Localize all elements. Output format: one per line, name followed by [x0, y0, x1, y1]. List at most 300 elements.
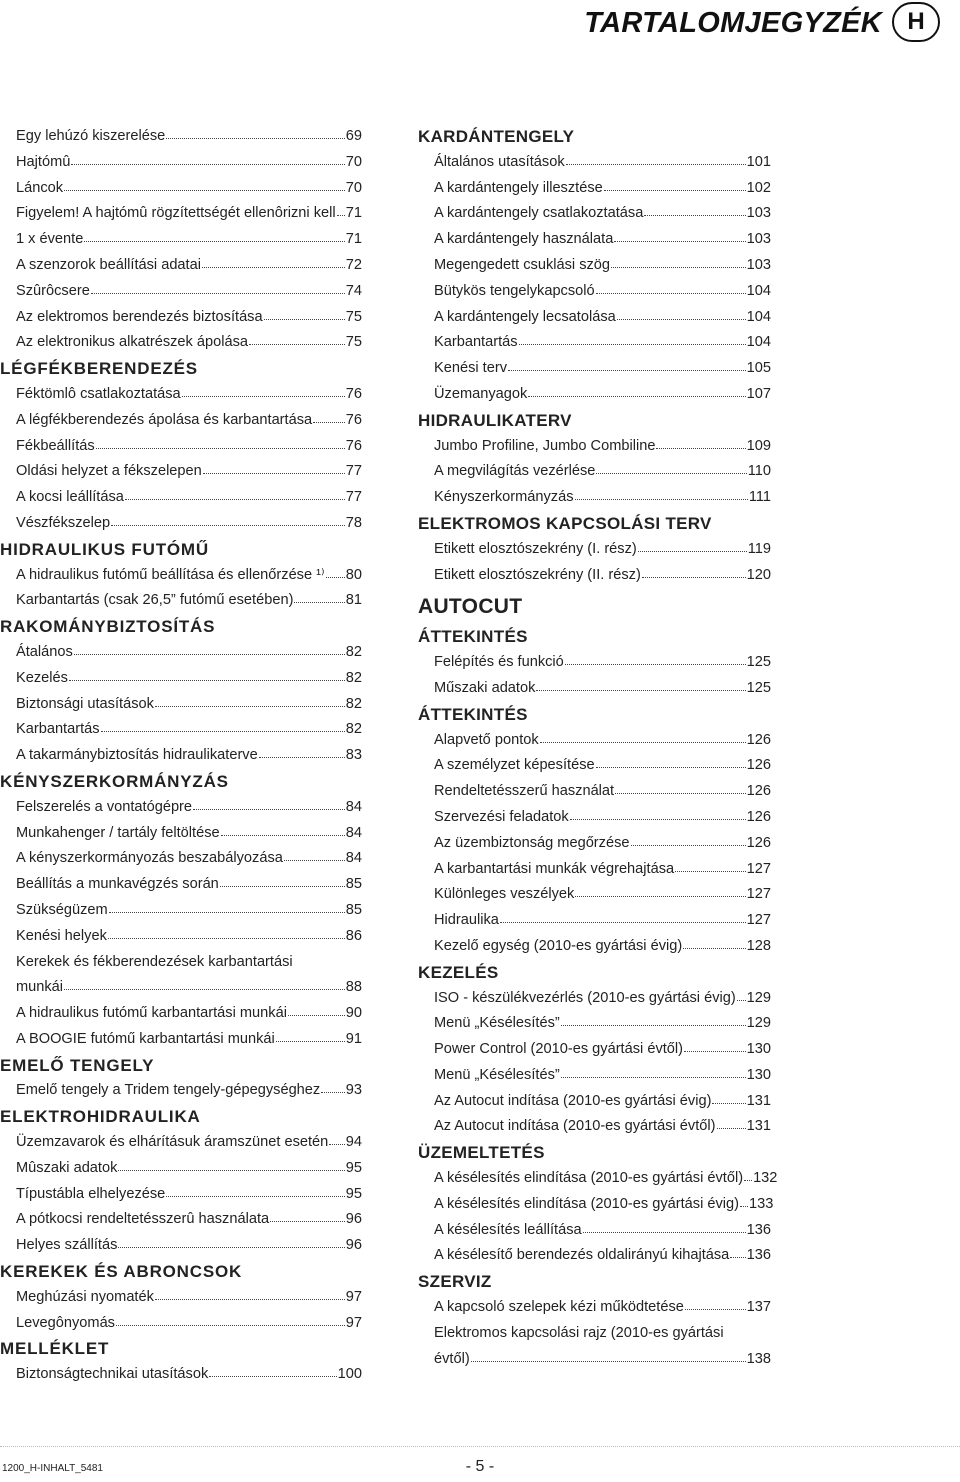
dot-leader: [326, 566, 345, 578]
toc-entry: [0, 1285, 382, 1311]
toc-entry: [418, 1089, 800, 1115]
toc-entry-text: Kezelő egység (2010-es gyártási évig): [434, 937, 683, 954]
dot-leader: [583, 1221, 746, 1233]
toc-entry-text: Műszaki adatok: [434, 679, 536, 696]
footer-divider: [0, 1446, 960, 1447]
toc-entry: [418, 150, 800, 176]
toc-right-column: [418, 124, 800, 1372]
toc-page-number: 130: [746, 1041, 771, 1058]
dot-leader: [118, 1236, 344, 1248]
dot-leader: [675, 860, 746, 872]
toc-entry: [418, 779, 800, 805]
page-number: - 5 -: [465, 1458, 495, 1475]
toc-page-number: 126: [746, 808, 771, 825]
toc-entry-text: Üzemzavarok és elhárításuk áramszünet esetén: [16, 1134, 329, 1151]
toc-page-number: 119: [747, 540, 771, 557]
toc-page-number: 109: [746, 437, 771, 454]
toc-page-number: 127: [746, 886, 771, 903]
toc-entry: [0, 459, 382, 485]
toc-entry: [418, 986, 800, 1012]
toc-entry: [0, 124, 382, 150]
toc-entry-text: A késélesítés elindítása (2010-es gyártási évtől): [434, 1170, 744, 1187]
toc-page-number: 126: [746, 783, 771, 800]
toc-entry-text: Kenési helyek: [16, 927, 107, 944]
toc-entry-text: Elektromos kapcsolási rajz (2010-es gyártási: [434, 1324, 724, 1341]
toc-entry-text: A pótkocsi rendeltetésszerû használata: [16, 1211, 270, 1228]
toc-entry-text: A BOOGIE futómű karbantartási munkái: [16, 1030, 275, 1047]
toc-entry-text: Az üzembiztonság megőrzése: [434, 834, 630, 851]
toc-page-number: 126: [746, 757, 771, 774]
toc-entry: [0, 1311, 382, 1337]
toc-entry: [0, 1027, 382, 1053]
toc-entry: [418, 1063, 800, 1089]
toc-page-number: 125: [746, 654, 771, 671]
toc-entry: [0, 201, 382, 227]
toc-page-number: 76: [345, 385, 362, 402]
toc-entry-text: Hidraulika: [434, 912, 499, 929]
toc-entry-text: Power Control (2010-es gyártási évtől): [434, 1041, 684, 1058]
toc-entry-text: Menü „Késélesítés”: [434, 1066, 560, 1083]
dot-leader: [631, 834, 746, 846]
toc-page-number: 120: [746, 566, 771, 583]
dot-leader: [264, 308, 345, 320]
toc-entry-text: Különleges veszélyek: [434, 886, 575, 903]
dot-leader: [561, 1014, 746, 1026]
dot-leader: [270, 1210, 345, 1222]
toc-entry-text: A takarmánybiztosítás hidraulikaterve: [16, 747, 258, 764]
toc-entry: [418, 537, 800, 563]
dot-leader: [155, 695, 345, 707]
toc-entry: [0, 1078, 382, 1104]
toc-entry-text: ISO - készülékvezérlés (2010-es gyártási évig): [434, 989, 736, 1006]
dot-leader: [284, 849, 345, 861]
toc-page-number: 128: [746, 937, 771, 954]
toc-page-number: 85: [345, 901, 362, 918]
toc-entry: [418, 805, 800, 831]
dot-leader: [500, 911, 746, 923]
toc-entry: [418, 330, 800, 356]
toc-entry: [418, 1011, 800, 1037]
dot-leader: [101, 720, 345, 732]
toc-page-number: 133: [749, 1195, 774, 1212]
toc-entry: [418, 305, 800, 331]
section-heading: ÁTTEKINTÉS: [418, 627, 528, 647]
dot-leader: [740, 1195, 748, 1207]
toc-entry-text: A kényszerkormányozás beszabályozása: [16, 850, 283, 867]
toc-entry-text: A megvilágítás vezérlése: [434, 463, 596, 480]
toc-entry-text: A késélesítés elindítása (2010-es gyártási évig): [434, 1195, 740, 1212]
section-heading: EMELŐ TENGELY: [0, 1055, 155, 1075]
toc-left-column: [0, 124, 382, 1388]
dot-leader: [288, 1004, 345, 1016]
dot-leader: [642, 566, 746, 578]
section-heading: KÉNYSZERKORMÁNYZÁS: [0, 771, 229, 791]
toc-page-number: 126: [746, 731, 771, 748]
toc-page-number: 77: [345, 489, 362, 506]
toc-entry: [0, 795, 382, 821]
toc-entry: [0, 692, 382, 718]
section-heading: HIDRAULIKATERV: [418, 410, 572, 430]
toc-page-number: 104: [746, 282, 771, 299]
toc-page-number: 105: [746, 360, 771, 377]
toc-entry: [418, 279, 800, 305]
dot-leader: [685, 1298, 746, 1310]
toc-entry: [0, 253, 382, 279]
toc-entry-text: Karbantartás: [434, 334, 518, 351]
toc-page-number: 129: [746, 1015, 771, 1032]
toc-entry-text: Levegônyomás: [16, 1314, 115, 1331]
toc-page-number: 82: [345, 721, 362, 738]
toc-page-number: 80: [345, 566, 362, 583]
dot-leader: [611, 256, 746, 268]
toc-page-number: 82: [345, 669, 362, 686]
toc-entry-text: Figyelem! A hajtómû rögzítettségét ellenôrizni kell: [16, 205, 336, 222]
toc-entry: [0, 1156, 382, 1182]
toc-entry-text: Szervezési feladatok: [434, 808, 569, 825]
dot-leader: [71, 153, 344, 165]
toc-entry: [418, 176, 800, 202]
toc-entry: [0, 1130, 382, 1156]
toc-page-number: 70: [345, 153, 362, 170]
toc-entry: [0, 563, 382, 589]
toc-entry-text: Felépítés és funkció: [434, 654, 564, 671]
toc-entry: [418, 1037, 800, 1063]
toc-page-number: 82: [345, 695, 362, 712]
toc-entry: [418, 831, 800, 857]
section-heading: RAKOMÁNYBIZTOSÍTÁS: [0, 617, 216, 637]
toc-page-number: 136: [746, 1221, 771, 1238]
toc-entry-text: A karbantartási munkák végrehajtása: [434, 860, 675, 877]
dot-leader: [111, 514, 345, 526]
dot-leader: [109, 901, 345, 913]
toc-page-number: 70: [345, 179, 362, 196]
toc-page-number: 82: [345, 643, 362, 660]
dot-leader: [615, 782, 746, 794]
toc-page-number: 131: [746, 1118, 771, 1135]
toc-entry: [418, 934, 800, 960]
dot-leader: [166, 127, 345, 139]
language-badge: H: [892, 2, 940, 42]
dot-leader: [596, 756, 746, 768]
dot-leader: [471, 1350, 746, 1362]
dot-leader: [656, 437, 745, 449]
toc-page-number: 100: [337, 1366, 362, 1383]
toc-entry-text: A kardántengely csatlakoztatása: [434, 205, 644, 222]
toc-page-number: 71: [345, 205, 362, 222]
toc-entry: [418, 434, 800, 460]
section-heading: HIDRAULIKUS FUTÓMŰ: [0, 539, 209, 559]
dot-leader: [570, 808, 746, 820]
toc-entry-text: 1 x évente: [16, 231, 84, 248]
toc-entry: [418, 356, 800, 382]
toc-entry-text: Etikett elosztószekrény (II. rész): [434, 566, 641, 583]
toc-entry-text: Karbantartás (csak 26,5” futómű esetében): [16, 592, 294, 609]
toc-page-number: 84: [345, 824, 362, 841]
toc-entry: [418, 1114, 800, 1140]
toc-entry-text: A kardántengely illesztése: [434, 179, 603, 196]
toc-page-number: 138: [746, 1350, 771, 1367]
dot-leader: [540, 731, 746, 743]
toc-entry: [0, 924, 382, 950]
toc-page-number: 76: [345, 437, 362, 454]
toc-entry-text: Üzemanyagok: [434, 385, 528, 402]
dot-leader: [712, 1092, 745, 1104]
toc-entry-text: Kenési terv: [434, 360, 508, 377]
toc-entry-text: Biztonságtechnikai utasítások: [16, 1366, 209, 1383]
toc-entry: [418, 485, 800, 511]
toc-entry: [418, 1166, 800, 1192]
toc-entry-text: A szenzorok beállítási adatai: [16, 256, 201, 273]
toc-entry-text: A személyzet képesítése: [434, 757, 595, 774]
toc-entry-text: Biztonsági utasítások: [16, 695, 154, 712]
toc-entry: [0, 1362, 382, 1388]
toc-entry-text: Alapvető pontok: [434, 731, 539, 748]
toc-page-number: 103: [746, 231, 771, 248]
toc-entry-text: Az Autocut indítása (2010-es gyártási évig): [434, 1092, 712, 1109]
toc-entry: [0, 717, 382, 743]
dot-leader: [64, 179, 345, 191]
toc-entry: [418, 1243, 800, 1269]
toc-page-number: 81: [345, 592, 362, 609]
dot-leader: [276, 1030, 345, 1042]
toc-entry-text: Fékbeállítás: [16, 437, 95, 454]
dot-leader: [116, 1314, 345, 1326]
toc-page-number: 131: [746, 1092, 771, 1109]
toc-page-number: 69: [345, 128, 362, 144]
dot-leader: [596, 282, 746, 294]
toc-page-number: 96: [345, 1237, 362, 1254]
toc-entry-text: Karbantartás: [16, 721, 100, 738]
dot-leader: [182, 385, 345, 397]
toc-entry-text: A kocsi leállítása: [16, 489, 124, 506]
toc-entry: [0, 640, 382, 666]
toc-entry-text: A kardántengely lecsatolása: [434, 308, 616, 325]
page-title: TARTALOMJEGYZÉK: [584, 7, 882, 39]
toc-entry-text: Jumbo Profiline, Jumbo Combiline: [434, 437, 656, 454]
dot-leader: [221, 824, 345, 836]
toc-page-number: 107: [746, 385, 771, 402]
dot-leader: [329, 1133, 344, 1145]
toc-page-number: 96: [345, 1211, 362, 1228]
toc-entry: [0, 821, 382, 847]
dot-leader: [259, 746, 345, 758]
toc-page-number: 90: [345, 1005, 362, 1022]
dot-leader: [614, 230, 745, 242]
toc-entry: [0, 1207, 382, 1233]
toc-entry: [418, 650, 800, 676]
dot-leader: [203, 462, 345, 474]
dot-leader: [617, 308, 746, 320]
toc-page-number: 102: [746, 179, 771, 196]
toc-page-number: 130: [746, 1066, 771, 1083]
dot-leader: [536, 679, 745, 691]
toc-entry: [418, 753, 800, 779]
toc-entry-text: Egy lehúzó kiszerelése: [16, 128, 166, 144]
toc-entry-text: Rendeltetésszerű használat: [434, 783, 615, 800]
toc-entry: [0, 1001, 382, 1027]
toc-page-number: 111: [748, 489, 771, 506]
toc-page-number: 91: [345, 1030, 362, 1047]
toc-entry: [0, 846, 382, 872]
toc-entry-text: Etikett elosztószekrény (I. rész): [434, 540, 637, 557]
toc-page-number: 103: [746, 256, 771, 273]
toc-page-number: 74: [345, 282, 362, 299]
toc-page-number: 72: [345, 256, 362, 273]
toc-entry-text: Munkahenger / tartály feltöltése: [16, 824, 220, 841]
toc-entry-text: Oldási helyzet a fékszelepen: [16, 463, 202, 480]
toc-entry-text: Meghúzási nyomaték: [16, 1288, 154, 1305]
toc-page-number: 93: [345, 1082, 362, 1099]
toc-entry: [418, 857, 800, 883]
dot-leader: [508, 359, 746, 371]
dot-leader: [96, 437, 345, 449]
toc-entry-text: Szükségüzem: [16, 901, 108, 918]
dot-leader: [294, 591, 344, 603]
toc-entry: [418, 728, 800, 754]
dot-leader: [249, 333, 345, 345]
dot-leader: [604, 179, 746, 191]
toc-entry: [0, 150, 382, 176]
toc-entry-text: A kapcsoló szelepek kézi működtetése: [434, 1299, 684, 1316]
dot-leader: [193, 798, 345, 810]
toc-entry-text: Bütykös tengelykapcsoló: [434, 282, 595, 299]
toc-entry: [0, 330, 382, 356]
toc-page-number: 83: [345, 747, 362, 764]
toc-entry-text: Hajtómû: [16, 153, 71, 170]
toc-entry-text: A hidraulikus futómű karbantartási munkái: [16, 1005, 287, 1022]
toc-entry-text: Típustábla elhelyezése: [16, 1185, 166, 1202]
toc-entry-text: Kényszerkormányzás: [434, 489, 574, 506]
section-heading: LÉGFÉKBERENDEZÉS: [0, 359, 198, 379]
section-heading: ELEKTROMOS KAPCSOLÁSI TERV: [418, 513, 712, 533]
toc-page-number: 95: [345, 1185, 362, 1202]
toc-entry: [0, 743, 382, 769]
dot-leader: [684, 1040, 746, 1052]
toc-entry-text: Felszerelés a vontatógépre: [16, 798, 193, 815]
toc-entry: [0, 511, 382, 537]
dot-leader: [91, 282, 345, 294]
section-heading: KEZELÉS: [418, 962, 499, 982]
toc-entry: [0, 1182, 382, 1208]
toc-page-number: 94: [345, 1134, 362, 1151]
toc-entry: [0, 872, 382, 898]
dot-leader: [566, 153, 746, 165]
dot-leader: [209, 1365, 336, 1377]
section-heading: KEREKEK ÉS ABRONCSOK: [0, 1262, 243, 1282]
dot-leader: [744, 1169, 752, 1181]
toc-entry: [0, 666, 382, 692]
toc-page-number: 95: [345, 1159, 362, 1176]
dot-leader: [202, 256, 345, 268]
dot-leader: [108, 927, 345, 939]
toc-page-number: 84: [345, 850, 362, 867]
toc-page-number: 97: [345, 1288, 362, 1305]
toc-entry: [0, 176, 382, 202]
dot-leader: [737, 989, 746, 1001]
toc-entry: [418, 882, 800, 908]
toc-page-number: 126: [746, 834, 771, 851]
toc-entry: [418, 253, 800, 279]
toc-entry: [0, 279, 382, 305]
dot-leader: [166, 1185, 344, 1197]
toc-entry-text: A késélesítés leállítása: [434, 1221, 582, 1238]
toc-page-number: 132: [753, 1170, 778, 1187]
toc-entry-text: Kezelés: [16, 669, 68, 686]
dot-leader: [125, 488, 345, 500]
toc-entry: [418, 676, 800, 702]
toc-page-number: 104: [746, 308, 771, 325]
toc-entry-text: munkái: [16, 979, 64, 996]
dot-leader: [575, 488, 748, 500]
toc-entry-text: Átalános: [16, 643, 73, 660]
toc-entry-text: Emelő tengely a Tridem tengely-gépegységhez: [16, 1082, 321, 1099]
toc-entry-text: A hidraulikus futómű beállítása és ellenőrzése ¹⁾: [16, 566, 325, 583]
toc-page-number: 75: [345, 308, 362, 325]
toc-entry-text: A késélesítő berendezés oldalirányú kihajtása: [434, 1247, 730, 1264]
toc-page-number: 85: [345, 876, 362, 893]
dot-leader: [528, 385, 745, 397]
toc-entry-text: Általános utasítások: [434, 153, 565, 170]
toc-page-number: 101: [746, 153, 771, 170]
toc-entry: [418, 201, 800, 227]
dot-leader: [84, 230, 344, 242]
toc-entry: [0, 305, 382, 331]
dot-leader: [220, 875, 345, 887]
toc-entry-text: Az elektronikus alkatrészek ápolása: [16, 334, 248, 351]
dot-leader: [64, 978, 345, 990]
toc-page-number: 97: [345, 1314, 362, 1331]
toc-entry-text: Féktömlô csatlakoztatása: [16, 385, 181, 402]
toc-entry: [418, 1295, 800, 1321]
toc-entry-text: évtől): [434, 1350, 470, 1367]
toc-page-number: 75: [345, 334, 362, 351]
toc-entry-text: Mûszaki adatok: [16, 1159, 118, 1176]
toc-page-number: 136: [746, 1247, 771, 1264]
dot-leader: [519, 333, 746, 345]
toc-page-number: 127: [746, 912, 771, 929]
toc-entry-text: A kardántengely használata: [434, 231, 614, 248]
dot-leader: [155, 1288, 345, 1300]
dot-leader: [118, 1159, 344, 1171]
dot-leader: [717, 1117, 746, 1129]
dot-leader: [730, 1246, 745, 1258]
toc-entry: [0, 408, 382, 434]
toc-page-number: 71: [345, 231, 362, 248]
dot-leader: [337, 204, 345, 216]
toc-entry: [418, 1347, 800, 1373]
toc-page-number: 104: [746, 334, 771, 351]
toc-entry: [0, 382, 382, 408]
dot-leader: [313, 411, 345, 423]
section-heading: MELLÉKLET: [0, 1339, 110, 1359]
toc-page-number: 86: [345, 927, 362, 944]
dot-leader: [321, 1081, 345, 1093]
toc-entry: [418, 908, 800, 934]
toc-page-number: 78: [345, 514, 362, 531]
dot-leader: [683, 937, 745, 949]
dot-leader: [596, 462, 746, 474]
dot-leader: [74, 643, 345, 655]
toc-entry-text: Beállítás a munkavégzés során: [16, 876, 219, 893]
toc-entry-text: Kerekek és fékberendezések karbantartási: [16, 953, 293, 970]
dot-leader: [565, 653, 746, 665]
document-code: 1200_H-INHALT_5481: [2, 1463, 103, 1474]
toc-entry-text: Menü „Késélesítés”: [434, 1015, 560, 1032]
section-heading: KARDÁNTENGELY: [418, 127, 575, 146]
toc-entry: [418, 1218, 800, 1244]
toc-entry-text: Az elektromos berendezés biztosítása: [16, 308, 263, 325]
toc-page-number: 125: [746, 679, 771, 696]
